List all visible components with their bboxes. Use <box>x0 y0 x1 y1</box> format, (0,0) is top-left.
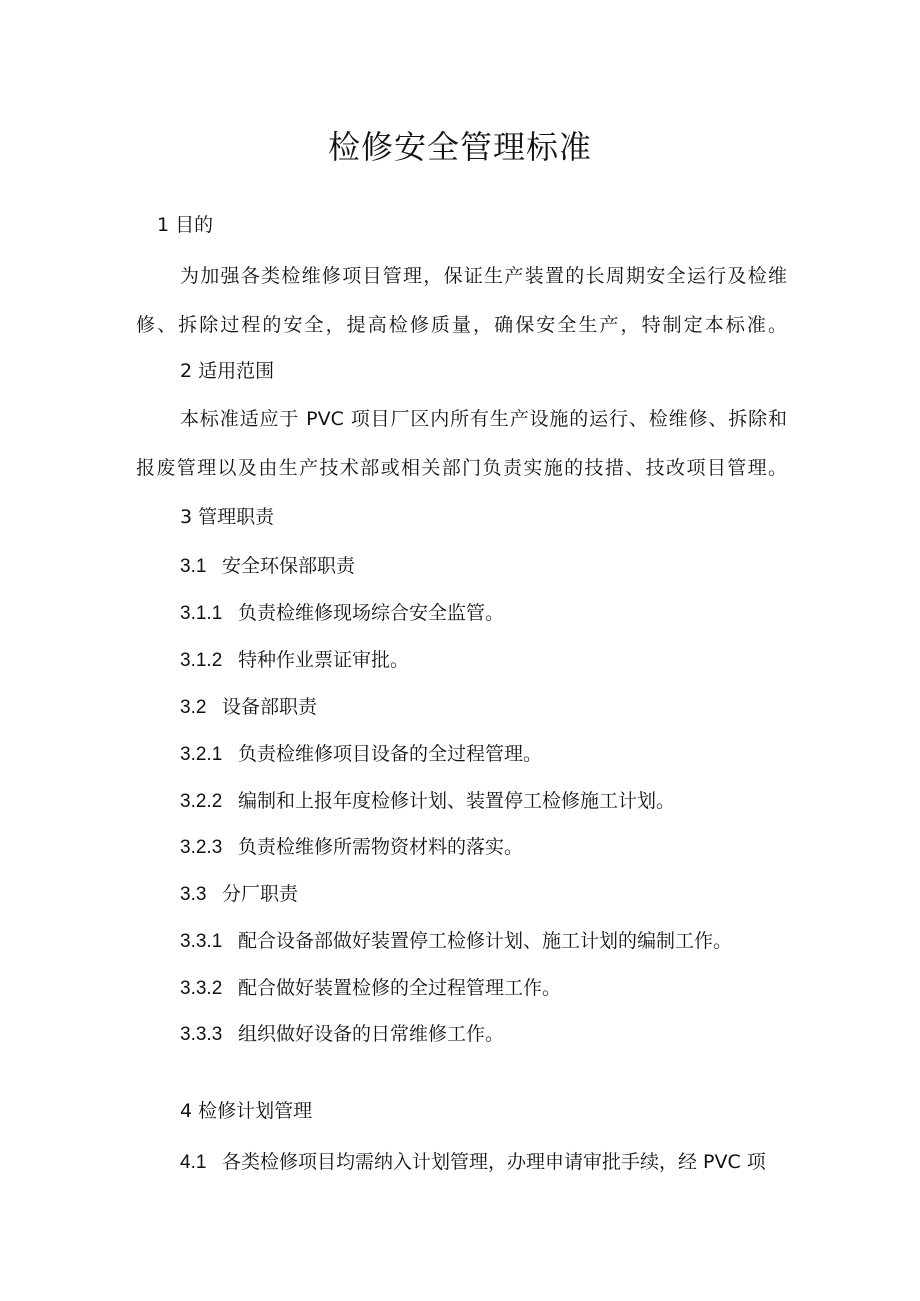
clause-text: 安全环保部职责 <box>222 555 356 577</box>
clause-text: 各类检修项目均需纳入计划管理，办理申请审批手续，经 PVC 项 <box>222 1151 766 1173</box>
clause-text: 配合做好装置检修的全过程管理工作。 <box>238 977 562 999</box>
clause-3-1-1 <box>180 601 504 626</box>
clause-3-1 <box>180 554 355 579</box>
section-2-paragraph-line-1: 本标准适应于 PVC 项目厂区内所有生产设施的运行、检维修、拆除和 <box>180 408 787 430</box>
clause-text: 分厂职责 <box>222 883 299 905</box>
clause-number: 3.2.3 <box>180 837 223 858</box>
clause-3-2-2 <box>180 789 675 814</box>
clause-number: 3.2.2 <box>180 791 223 812</box>
clause-number: 3.3.1 <box>180 931 223 952</box>
clause-number: 3.1 <box>180 556 207 577</box>
clause-3-2-3 <box>180 835 523 860</box>
clause-4-1 <box>180 1150 766 1175</box>
clause-3-2 <box>180 695 317 720</box>
clause-3-3-2 <box>180 976 561 1001</box>
clause-3-3 <box>180 882 298 907</box>
clause-text: 负责检维修项目设备的全过程管理。 <box>238 743 543 765</box>
clause-number: 3.3.3 <box>180 1024 223 1045</box>
clause-number: 4.1 <box>180 1152 207 1173</box>
clause-text: 负责检维修现场综合安全监管。 <box>238 602 505 624</box>
section-2-paragraph-line-2: 报废管理以及由生产技术部或相关部门负责实施的技措、技改项目管理。 <box>136 457 787 479</box>
section-2-heading: 2 适用范围 <box>180 360 275 382</box>
clause-number: 3.1.2 <box>180 650 223 671</box>
clause-text: 设备部职责 <box>222 696 318 718</box>
clause-number: 3.2 <box>180 697 207 718</box>
clause-3-2-1 <box>180 742 542 767</box>
clause-3-3-1 <box>180 929 732 954</box>
clause-3-3-3 <box>180 1022 504 1047</box>
clause-number: 3.1.1 <box>180 603 223 624</box>
clause-number: 3.3 <box>180 884 207 905</box>
clause-text: 负责检维修所需物资材料的落实。 <box>238 836 524 858</box>
clause-number: 3.3.2 <box>180 978 223 999</box>
clause-text: 配合设备部做好装置停工检修计划、施工计划的编制工作。 <box>238 930 733 952</box>
clause-text: 编制和上报年度检修计划、装置停工检修施工计划。 <box>238 790 676 812</box>
clause-3-1-2 <box>180 648 409 673</box>
section-1-paragraph-line-1: 为加强各类检维修项目管理，保证生产装置的长周期安全运行及检维 <box>180 265 787 287</box>
section-3-heading: 3 管理职责 <box>180 506 275 528</box>
section-1-paragraph-line-2: 修、拆除过程的安全，提高检修质量，确保安全生产，特制定本标准。 <box>136 314 787 336</box>
clause-number: 3.2.1 <box>180 744 223 765</box>
clause-text: 组织做好设备的日常维修工作。 <box>238 1023 505 1045</box>
document-title: 检修安全管理标准 <box>327 128 592 166</box>
section-1-heading: 1 目的 <box>157 214 214 236</box>
section-4-heading: 4 检修计划管理 <box>180 1100 313 1122</box>
clause-text: 特种作业票证审批。 <box>238 649 410 671</box>
